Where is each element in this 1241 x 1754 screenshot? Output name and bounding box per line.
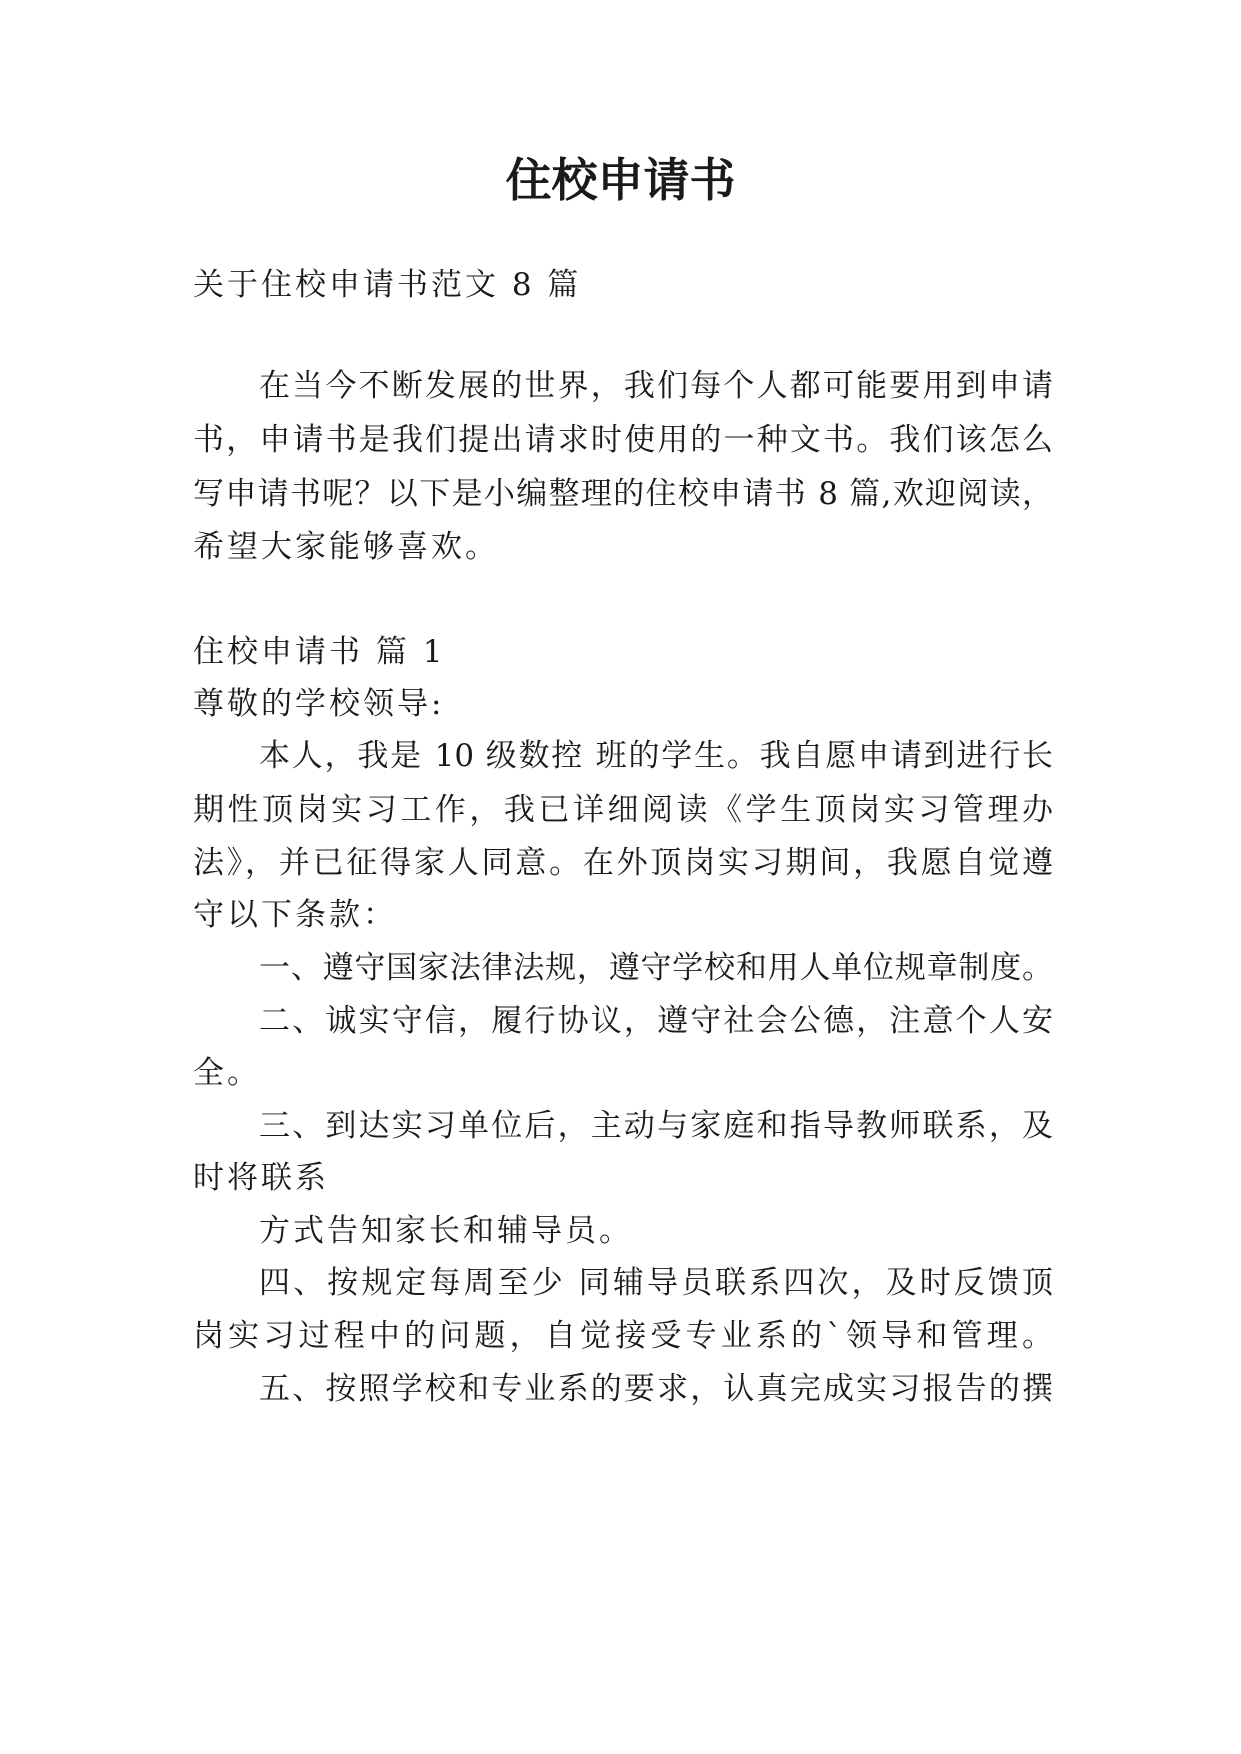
- body-line: 五、按照学校和专业系的要求，认真完成实习报告的撰: [259, 1371, 1053, 1407]
- document-subtitle: 关于住校申请书范文 8 篇: [193, 267, 582, 303]
- intro-line: 希望大家能够喜欢。: [193, 529, 499, 565]
- body-line: 守以下条款：: [193, 897, 397, 933]
- intro-line: 写申请书呢？以下是小编整理的住校申请书 8 篇,欢迎阅读，: [193, 476, 1053, 512]
- document-title: 住校申请书: [505, 153, 736, 207]
- body-line: 全。: [193, 1055, 261, 1091]
- salutation: 尊敬的学校领导:: [193, 686, 445, 722]
- body-line: 方式告知家长和辅导员。: [259, 1213, 633, 1249]
- intro-line: 书，申请书是我们提出请求时使用的一种文书。我们该怎么: [193, 422, 1053, 458]
- body-line: 时将联系: [193, 1160, 329, 1196]
- body-line: 四、按规定每周至少 同辅导员联系四次，及时反馈顶: [259, 1265, 1053, 1301]
- body-line: 期性顶岗实习工作，我已详细阅读《学生顶岗实习管理办: [193, 792, 1053, 828]
- section-heading: 住校申请书 篇 1: [193, 634, 446, 670]
- intro-line: 在当今不断发展的世界，我们每个人都可能要用到申请: [259, 368, 1053, 404]
- body-line: 二、诚实守信，履行协议，遵守社会公德，注意个人安: [259, 1003, 1053, 1039]
- body-line: 法》，并已征得家人同意。在外顶岗实习期间，我愿自觉遵: [193, 845, 1053, 881]
- body-line: 岗实习过程中的问题，自觉接受专业系的`领导和管理。: [193, 1318, 1053, 1354]
- body-line: 三、到达实习单位后，主动与家庭和指导教师联系，及: [259, 1108, 1053, 1144]
- body-line: 本人，我是 10 级数控 班的学生。我自愿申请到进行长: [259, 738, 1053, 774]
- body-line: 一、遵守国家法律法规，遵守学校和用人单位规章制度。: [259, 950, 1053, 986]
